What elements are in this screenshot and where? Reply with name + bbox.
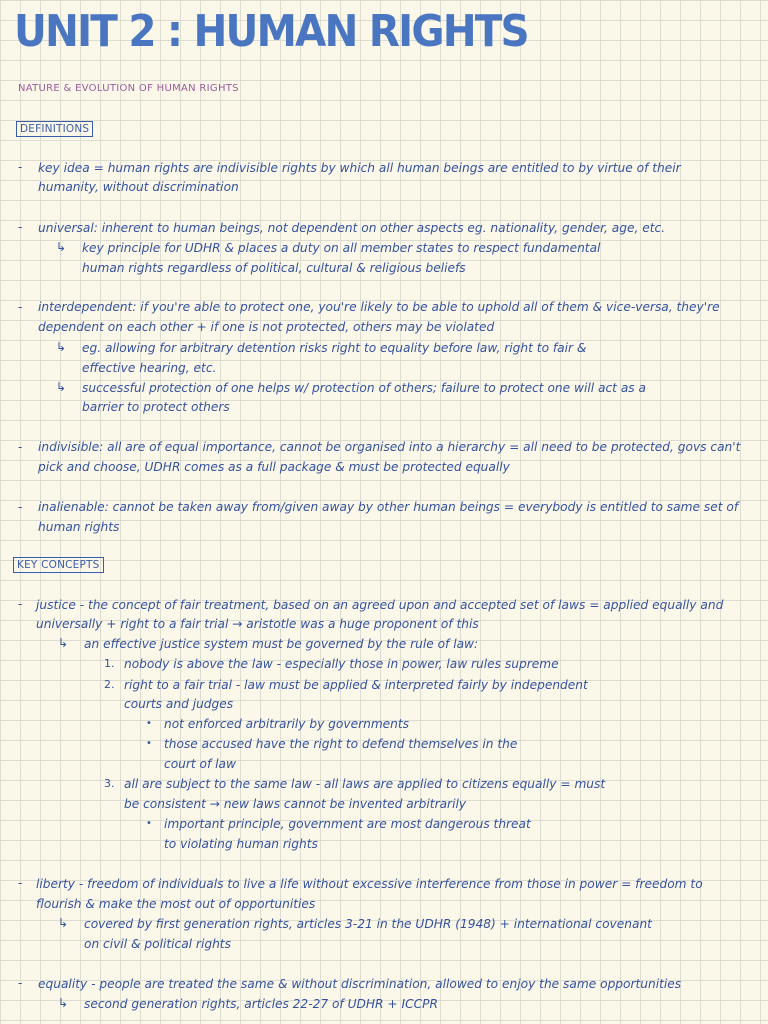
- definition-universal-sub-line-1: key principle for UDHR & places a duty on all member states to respect fundamental: [82, 241, 601, 255]
- arrow-icon: ↳: [58, 916, 69, 930]
- justice-point-3-bullet-1-line-2: to violating human rights: [164, 837, 318, 851]
- justice-point-1-line-1: nobody is above the law - especially those in power, law rules supreme: [124, 657, 559, 671]
- arrow-icon: ↳: [56, 380, 67, 394]
- definition-interdependent-sub2-line-2: barrier to protect others: [82, 400, 230, 414]
- definition-interdependent-sub2-line-1: successful protection of one helps w/ protection of others; failure to protect one will act as a: [82, 381, 646, 395]
- concept-liberty-line-2: flourish & make the most out of opportunities: [36, 897, 316, 911]
- concept-liberty-line-1: liberty - freedom of individuals to live a life without excessive interference from those in power = freedom to: [36, 877, 703, 891]
- dash-marker: -: [18, 976, 23, 990]
- dash-marker: -: [18, 876, 23, 890]
- arrow-icon: ↳: [58, 996, 69, 1010]
- definition-indivisible-line-2: pick and choose, UDHR comes as a full package & must be protected equally: [38, 460, 510, 474]
- list-number: 1.: [104, 657, 115, 670]
- dash-marker: -: [18, 160, 23, 174]
- key-concepts-heading: KEY CONCEPTS: [13, 557, 104, 573]
- arrow-icon: ↳: [58, 636, 69, 650]
- dash-marker: -: [18, 220, 23, 234]
- definition-interdependent-sub1-line-1: eg. allowing for arbitrary detention risks right to equality before law, right to fair &: [82, 341, 587, 355]
- concept-equality-sub: second generation rights, articles 22-27 of UDHR + ICCPR: [84, 997, 438, 1011]
- justice-point-2-bullet-1: not enforced arbitrarily by governments: [164, 717, 410, 731]
- dash-marker: -: [18, 500, 23, 514]
- definition-interdependent-sub1-line-2: effective hearing, etc.: [82, 361, 217, 375]
- definition-key-idea-line-2: humanity, without discrimination: [38, 180, 239, 194]
- arrow-icon: ↳: [56, 340, 67, 354]
- definition-key-idea-line-1: key idea = human rights are indivisible rights by which all human beings are entitled to by virtue of their: [38, 161, 681, 175]
- justice-point-3-bullet-1-line-1: important principle, government are most dangerous threat: [164, 817, 531, 831]
- page-subtitle: NATURE & EVOLUTION OF HUMAN RIGHTS: [18, 83, 239, 94]
- definitions-heading: DEFINITIONS: [16, 121, 93, 137]
- concept-liberty-sub-line-2: on civil & political rights: [84, 937, 231, 951]
- justice-point-2-bullet-2-line-2: court of law: [164, 757, 236, 771]
- definition-inalienable-line-1: inalienable: cannot be taken away from/given away by other human beings = everybody is entitled to same set of: [38, 500, 739, 514]
- definition-universal-sub-line-2: human rights regardless of political, cultural & religious beliefs: [82, 261, 466, 275]
- arrow-icon: ↳: [56, 240, 67, 254]
- definition-interdependent-line-1: interdependent: if you're able to protect one, you're likely to be able to uphold all of them & vice-versa, they're: [38, 300, 720, 314]
- justice-point-2-bullet-2-line-1: those accused have the right to defend themselves in the: [164, 737, 518, 751]
- bullet-marker: •: [146, 738, 152, 749]
- list-number: 3.: [104, 777, 115, 790]
- bullet-marker: •: [146, 718, 152, 729]
- justice-point-2-line-1: right to a fair trial - law must be applied & interpreted fairly by independent: [124, 678, 588, 692]
- definition-indivisible-line-1: indivisible: all are of equal importance, cannot be organised into a hierarchy = all need to be protected, govs can't: [38, 440, 741, 454]
- dash-marker: -: [18, 300, 23, 314]
- justice-point-3-line-1: all are subject to the same law - all laws are applied to citizens equally = must: [124, 777, 606, 791]
- dash-marker: -: [18, 440, 23, 454]
- justice-point-3-line-2: be consistent → new laws cannot be invented arbitrarily: [124, 797, 467, 811]
- concept-justice-line-1: justice - the concept of fair treatment, based on an agreed upon and accepted set of laws = applied equally and: [36, 598, 724, 612]
- definition-universal-line-1: universal: inherent to human beings, not dependent on other aspects eg. nationality, gender, age, etc.: [38, 221, 666, 235]
- list-number: 2.: [104, 678, 115, 691]
- concept-justice-sub: an effective justice system must be governed by the rule of law:: [84, 637, 479, 651]
- concept-liberty-sub-line-1: covered by first generation rights, articles 3-21 in the UDHR (1948) + international covenant: [84, 917, 652, 931]
- justice-point-2-line-2: courts and judges: [124, 697, 234, 711]
- definition-inalienable-line-2: human rights: [38, 520, 120, 534]
- definition-interdependent-line-2: dependent on each other + if one is not protected, others may be violated: [38, 320, 495, 334]
- bullet-marker: •: [146, 818, 152, 829]
- dash-marker: -: [18, 597, 23, 611]
- page-title: UNIT 2 : HUMAN RIGHTS: [14, 6, 528, 57]
- concept-equality-line-1: equality - people are treated the same & without discrimination, allowed to enjoy the same opportunities: [38, 977, 682, 991]
- concept-justice-line-2: universally + right to a fair trial → aristotle was a huge proponent of this: [36, 617, 479, 631]
